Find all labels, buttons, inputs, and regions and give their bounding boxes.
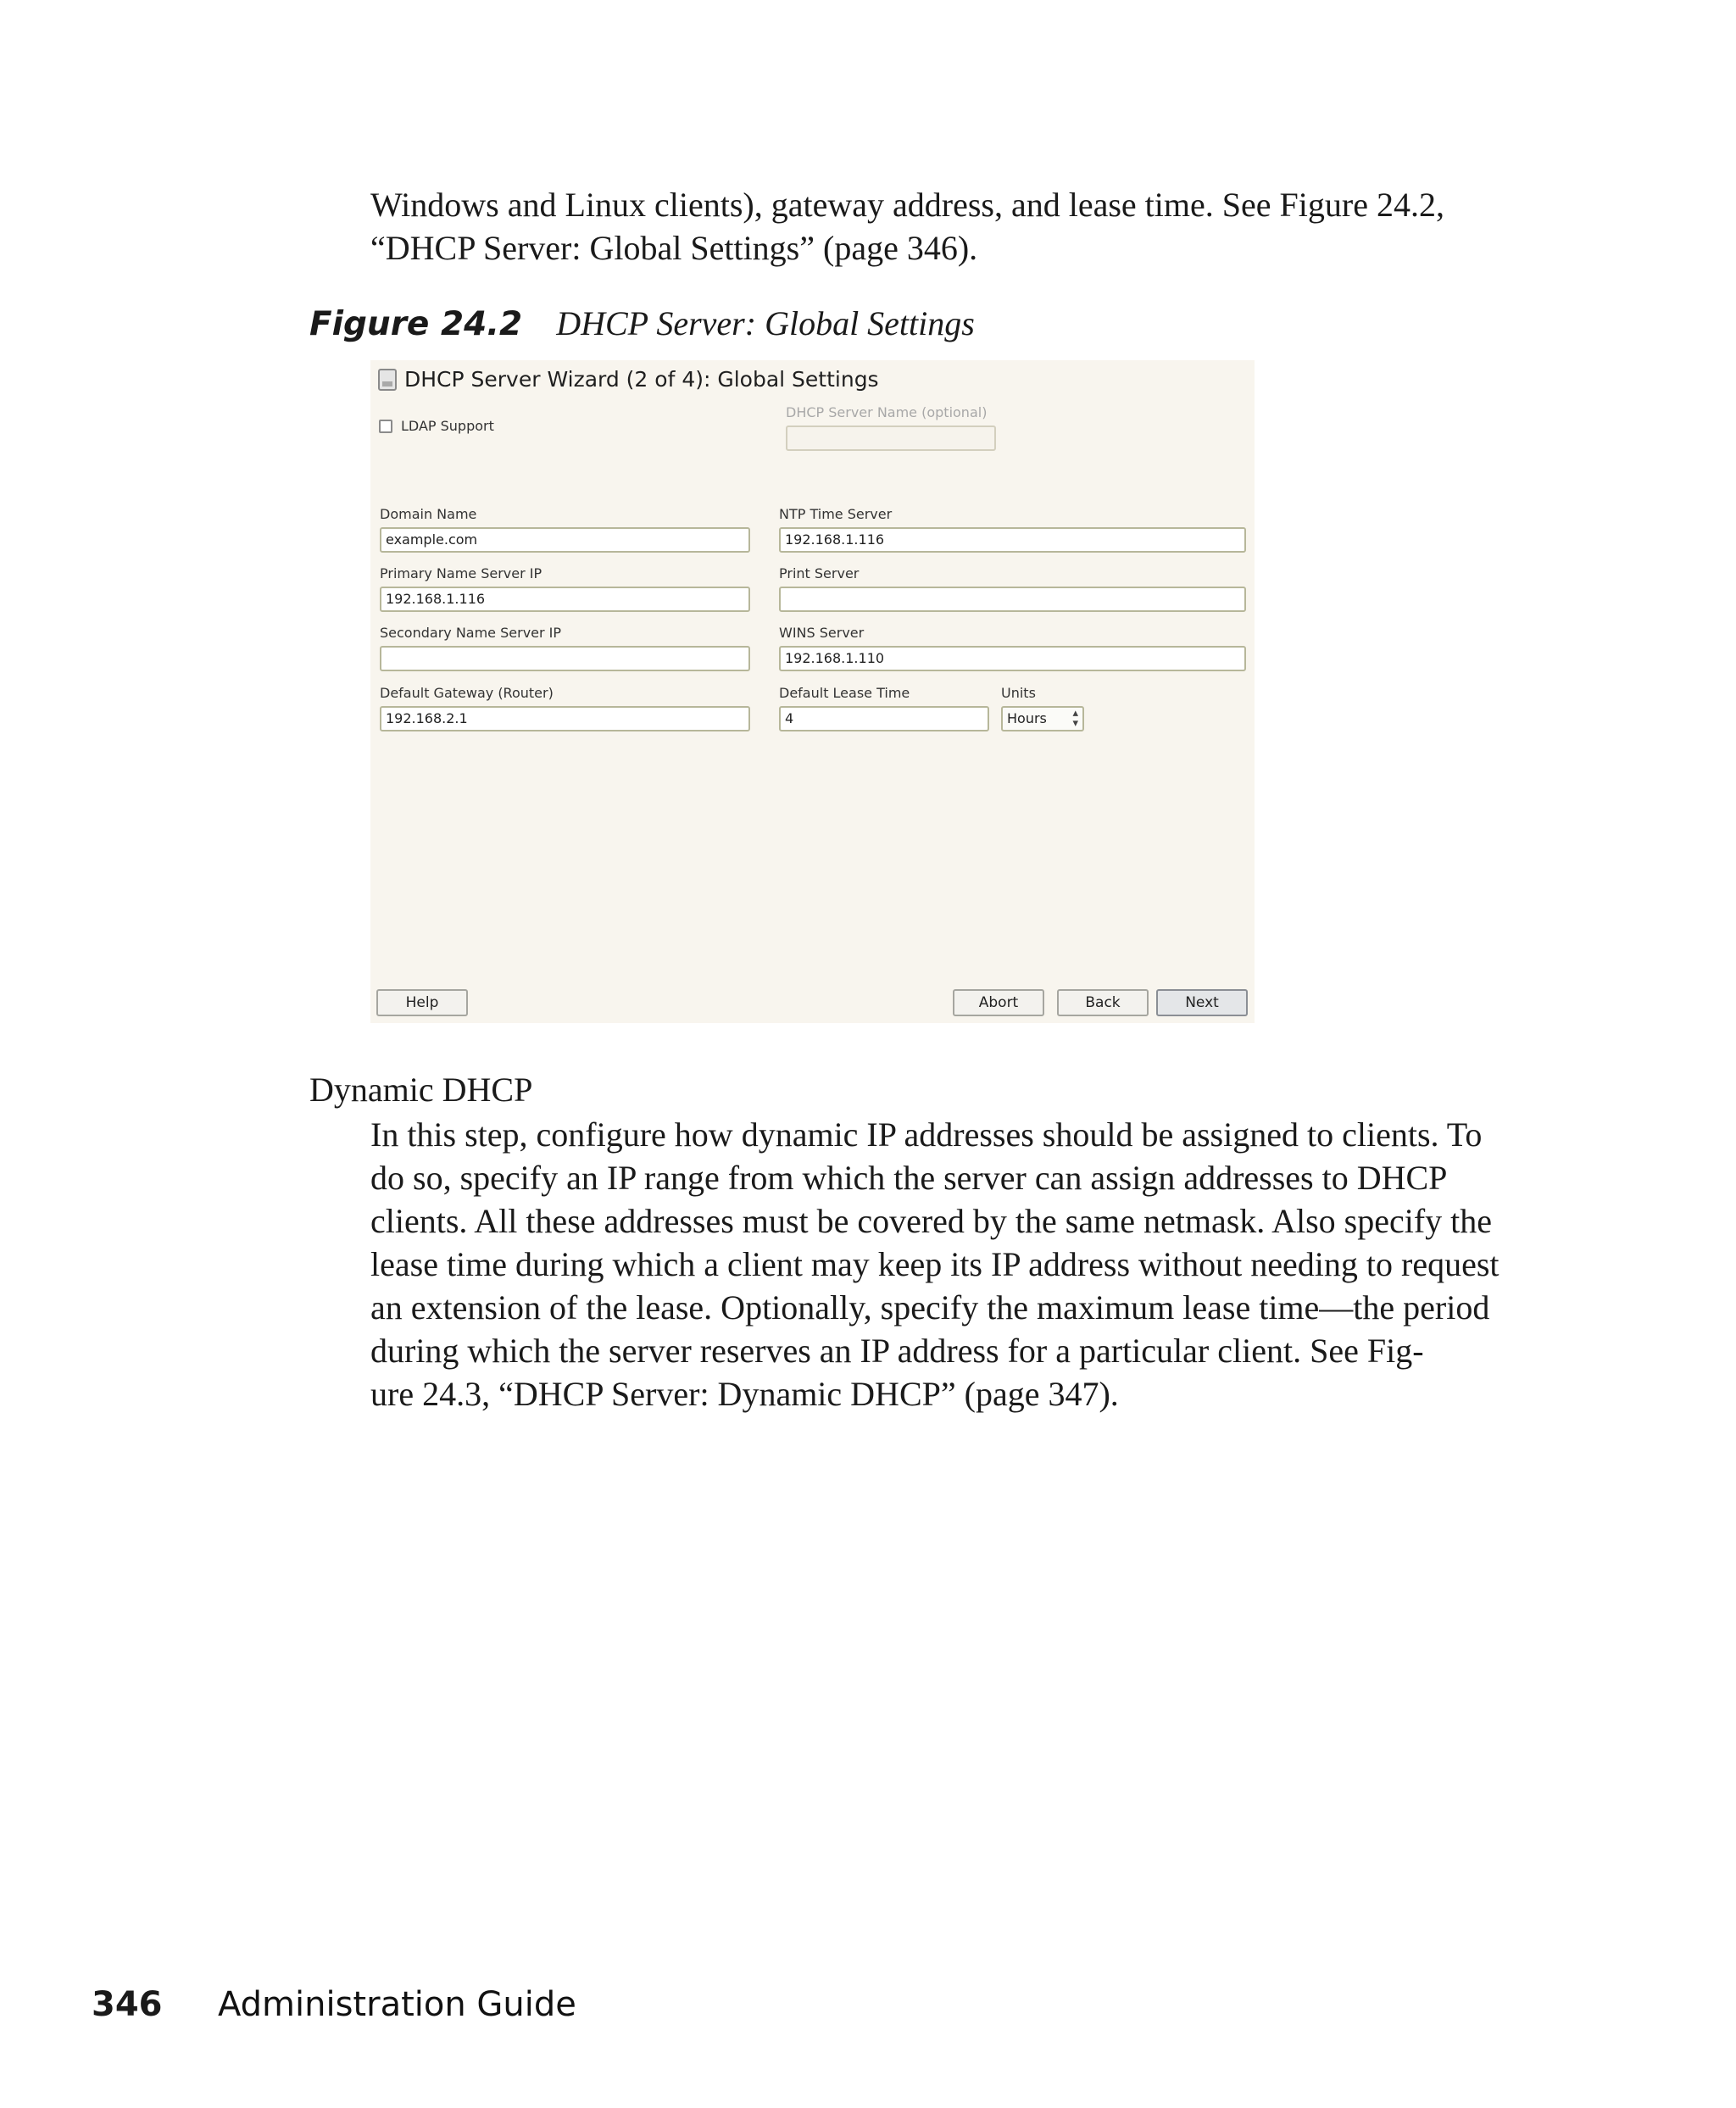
- primary-ns-label: Primary Name Server IP: [380, 565, 542, 581]
- gateway-label: Default Gateway (Router): [380, 685, 554, 701]
- wins-server-label: WINS Server: [779, 625, 865, 641]
- lease-time-field[interactable]: 4: [779, 706, 989, 731]
- section-line-1: In this step, configure how dynamic IP addresses should be assigned to clients. To: [370, 1115, 1483, 1154]
- page-number: 346: [92, 1985, 163, 2024]
- units-label: Units: [1001, 685, 1036, 701]
- primary-ns-field[interactable]: 192.168.1.116: [380, 587, 750, 612]
- lease-time-label: Default Lease Time: [779, 685, 910, 701]
- secondary-ns-field[interactable]: [380, 646, 750, 671]
- ldap-support-label: LDAP Support: [401, 418, 494, 434]
- server-name-field[interactable]: [786, 425, 996, 451]
- wizard-icon: [378, 369, 397, 391]
- figure-title: DHCP Server: Global Settings: [556, 304, 975, 342]
- wizard-title: DHCP Server Wizard (2 of 4): Global Settings: [404, 367, 879, 392]
- wins-server-field[interactable]: 192.168.1.110: [779, 646, 1246, 671]
- figure-number: Figure 24.2: [309, 305, 523, 343]
- ntp-server-label: NTP Time Server: [779, 506, 893, 522]
- book-title: Administration Guide: [218, 1985, 576, 2024]
- server-name-label: DHCP Server Name (optional): [786, 404, 988, 420]
- section-heading: Dynamic DHCP: [309, 1071, 533, 1109]
- next-button[interactable]: Next: [1156, 989, 1248, 1016]
- help-button[interactable]: Help: [376, 989, 468, 1016]
- section-line-2: do so, specify an IP range from which the server can assign addresses to DHCP: [370, 1159, 1448, 1197]
- units-value: Hours: [1007, 710, 1047, 726]
- domain-name-label: Domain Name: [380, 506, 477, 522]
- ntp-server-field[interactable]: 192.168.1.116: [779, 527, 1246, 553]
- back-button[interactable]: Back: [1057, 989, 1149, 1016]
- updown-arrow-icon: ▴ ▾: [1072, 707, 1078, 730]
- intro-line-1: Windows and Linux clients), gateway address, and lease time. See Figure 24.2,: [370, 186, 1444, 224]
- abort-button[interactable]: Abort: [953, 989, 1044, 1016]
- secondary-ns-label: Secondary Name Server IP: [380, 625, 562, 641]
- gateway-field[interactable]: 192.168.2.1: [380, 706, 750, 731]
- domain-name-field[interactable]: example.com: [380, 527, 750, 553]
- section-line-5: an extension of the lease. Optionally, specify the maximum lease time—the period: [370, 1288, 1490, 1327]
- print-server-label: Print Server: [779, 565, 860, 581]
- intro-line-2: “DHCP Server: Global Settings” (page 346).: [370, 229, 978, 267]
- section-line-7: ure 24.3, “DHCP Server: Dynamic DHCP” (page 347).: [370, 1375, 1119, 1413]
- print-server-field[interactable]: [779, 587, 1246, 612]
- ldap-support-checkbox[interactable]: [379, 420, 392, 433]
- figure-caption: [309, 303, 975, 343]
- section-line-4: lease time during which a client may keep its IP address without needing to request: [370, 1245, 1500, 1283]
- section-line-3: clients. All these addresses must be covered by the same netmask. Also specify the: [370, 1202, 1493, 1240]
- wizard-screenshot: [370, 360, 1255, 1023]
- units-select[interactable]: [1001, 706, 1084, 731]
- section-line-6: during which the server reserves an IP address for a particular client. See Fig-: [370, 1332, 1424, 1370]
